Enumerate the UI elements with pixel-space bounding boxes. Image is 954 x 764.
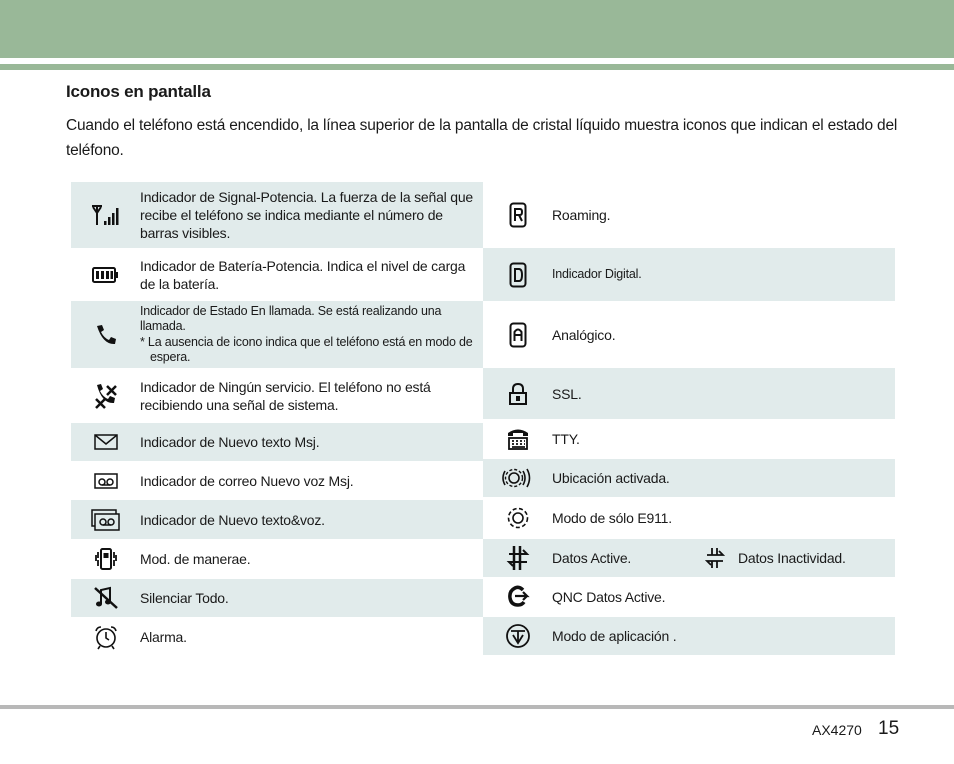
table-row (71, 500, 483, 539)
app-mode-icon (483, 623, 552, 649)
table-row (71, 423, 483, 461)
row-text: QNC Datos Active. (552, 589, 666, 605)
table-row (483, 419, 895, 459)
table-row (71, 301, 483, 368)
row-text: Modo de sólo E911. (552, 510, 672, 526)
table-row (71, 368, 483, 423)
row-text: Indicador de Ningún servicio. El teléfono no está recibiendo una señal de sistema. (140, 378, 431, 413)
left-icon-table (71, 182, 483, 657)
envelope-icon (71, 433, 140, 451)
mute-all-icon (71, 586, 140, 610)
table-row (483, 497, 895, 539)
text-voice-icon (71, 509, 140, 531)
table-row (483, 617, 895, 655)
row-text: SSL. (552, 385, 582, 402)
row-note: * La ausencia de icono indica que el teléfono está en modo de espera. (140, 334, 473, 364)
roaming-icon (483, 202, 552, 228)
battery-icon (71, 266, 140, 284)
signal-strength-icon (71, 204, 140, 226)
qnc-data-icon (483, 584, 552, 610)
row-text: TTY. (552, 431, 580, 447)
location-on-icon (483, 467, 552, 489)
voicemail-icon (71, 472, 140, 490)
analog-icon (483, 322, 552, 348)
table-row (483, 301, 895, 368)
row-text: Indicador de Nuevo texto Msj. (140, 434, 320, 450)
vibrate-icon (71, 546, 140, 572)
page-number: 15 (878, 718, 900, 739)
table-row (483, 248, 895, 301)
row-text: Indicador de correo Nuevo voz Msj. (140, 472, 354, 489)
data-inactive-icon (692, 547, 738, 569)
e911-only-icon (483, 506, 552, 530)
table-row (483, 577, 895, 617)
row-text: Alarma. (140, 629, 187, 645)
digital-icon (483, 262, 552, 288)
table-row (483, 459, 895, 497)
row-text: Indicador de Batería-Potencia. Indica el nivel de carga de la batería. (140, 257, 466, 292)
data-active-icon (483, 545, 552, 571)
row-text: Roaming. (552, 207, 611, 223)
row-text: Analógico. (552, 326, 616, 343)
row-text: Ubicación activada. (552, 470, 670, 486)
table-row (483, 182, 895, 248)
right-icon-table (483, 182, 895, 655)
row-text: Datos Active. (552, 550, 632, 566)
table-row (483, 539, 895, 577)
row-text: Mod. de manerae. (140, 551, 251, 567)
no-service-icon (71, 383, 140, 409)
table-row (71, 579, 483, 617)
table-row (71, 539, 483, 579)
row-text: Silenciar Todo. (140, 590, 229, 606)
header-rule (0, 64, 954, 70)
row-text-2: Datos Inactividad. (738, 550, 846, 566)
intro-paragraph: Cuando el teléfono está encendido, la línea superior de la pantalla de cristal líquido muestra iconos que indican el estado del teléfono. (66, 117, 898, 159)
table-row (71, 248, 483, 301)
ssl-lock-icon (483, 383, 552, 405)
table-row (71, 617, 483, 657)
footer-model: AX4270 (812, 722, 862, 738)
row-text-main: Indicador de Estado En llamada. Se está realizando una llamada. (140, 303, 442, 333)
table-row (483, 368, 895, 419)
row-text: Indicador de Nuevo texto&voz. (140, 511, 325, 528)
row-text: Indicador Digital. (552, 266, 642, 281)
header-band (0, 0, 954, 58)
phone-call-icon (71, 323, 140, 347)
row-text (140, 304, 483, 366)
row-text: Modo de aplicación . (552, 628, 677, 644)
alarm-clock-icon (71, 624, 140, 650)
footer-rule (0, 705, 954, 709)
table-row (71, 182, 483, 248)
section-title: Iconos en pantalla (66, 82, 211, 101)
table-row (71, 461, 483, 500)
row-text: Indicador de Signal-Potencia. La fuerza de la señal que recibe el teléfono se indica mediante el número de barras visibles. (140, 189, 474, 241)
tty-icon (483, 427, 552, 451)
